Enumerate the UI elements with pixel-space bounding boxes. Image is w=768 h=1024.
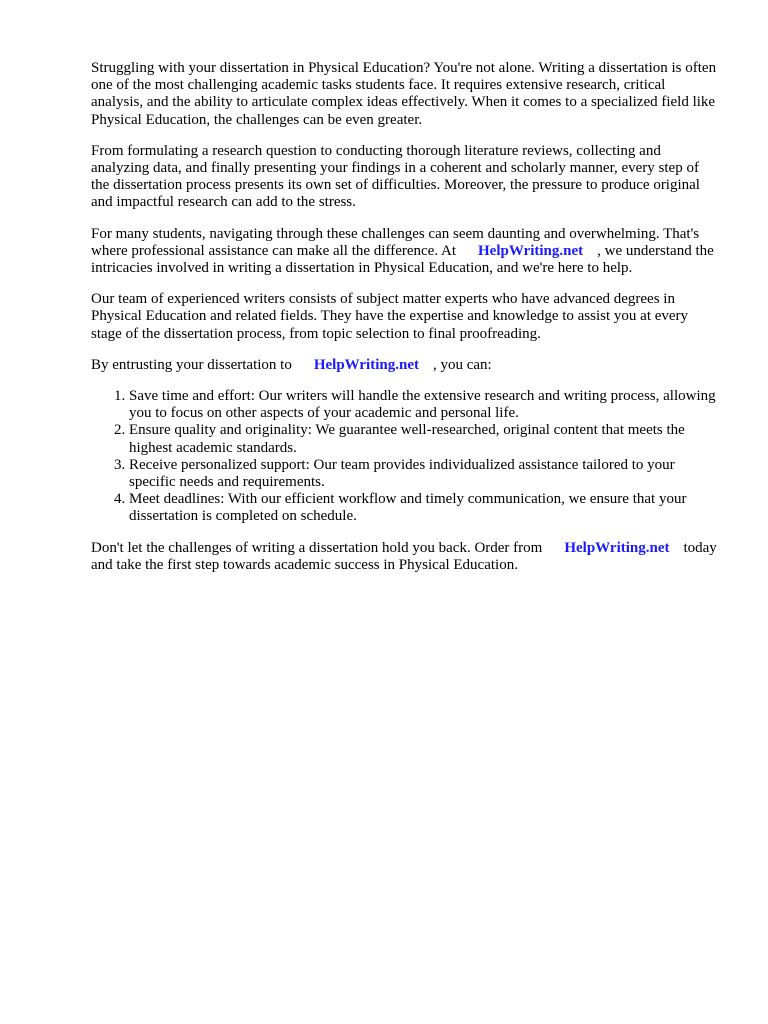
helpwriting-link[interactable]: HelpWriting.net [313, 356, 419, 373]
benefits-list [91, 388, 721, 526]
closing-text-before: Don't let the challenges of writing a dissertation hold you back. Order from [91, 539, 543, 556]
team-paragraph: Our team of experienced writers consists of subject matter experts who have advanced degrees in Physical Education and related fields. They have the expertise and knowledge to assist you at every stage of the dissertation process, from topic selection to final proofreading. [91, 291, 689, 342]
entrusting-paragraph [91, 357, 721, 374]
assistance-paragraph [91, 226, 721, 278]
benefit-item: 3. Receive personalized support: Our team provides individualized assistance tailored to your specific needs and requirements. [129, 457, 721, 491]
helpwriting-link[interactable]: HelpWriting.net [564, 539, 670, 556]
assistance-text-before: For many students, navigating through these challenges can seem daunting and overwhelming. That's where professional assistance can make all the difference. At [91, 225, 700, 259]
document-body [91, 60, 721, 588]
intro-paragraph: Struggling with your dissertation in Physical Education? You're not alone. Writing a dissertation is often one of the most challenging academic tasks students face. It requires extensive research, critical analysis, and the ability to articulate complex ideas effectively. When it comes to a specialized field like Physical Education, the challenges can be even greater. [91, 60, 717, 128]
entrusting-text-before: By entrusting your dissertation to [91, 356, 292, 373]
helpwriting-link[interactable]: HelpWriting.net [478, 242, 584, 259]
benefit-item: 1. Save time and effort: Our writers will handle the extensive research and writing process, allowing you to focus on other aspects of your academic and personal life. [129, 388, 721, 422]
assistance-text-after: , we understand the intricacies involved in writing a dissertation in Physical Education, and we're here to help. [91, 242, 714, 277]
challenges-paragraph: From formulating a research question to conducting thorough literature reviews, collecting and analyzing data, and finally presenting your findings in a coherent and scholarly manner, every step of the dissertation process presents its own set of difficulties. Moreover, the pressure to produce original and impactful research can add to the stress. [91, 142, 700, 211]
entrusting-text-after: , you can: [432, 356, 492, 373]
closing-paragraph [91, 540, 721, 574]
benefit-item: 2. Ensure quality and originality: We guarantee well-researched, original content that meets the highest academic standards. [129, 422, 721, 456]
benefit-item: 4. Meet deadlines: With our efficient workflow and timely communication, we ensure that your dissertation is completed on schedule. [129, 491, 721, 525]
closing-text-after: today and take the first step towards academic success in Physical Education. [91, 539, 717, 573]
